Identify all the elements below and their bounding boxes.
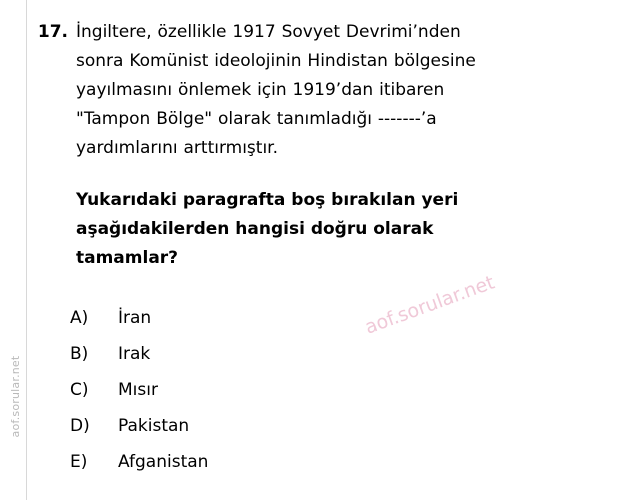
diagonal-watermark: aof.sorular.net — [362, 271, 498, 339]
prompt-line: aşağıdakilerden hangisi doğru olarak — [76, 219, 434, 239]
option-label: Irak — [118, 344, 151, 364]
option-letter: B) — [70, 344, 89, 364]
question-prompt — [76, 186, 616, 273]
answer-options — [70, 300, 590, 480]
vertical-watermark: aof.sorular.net — [9, 355, 22, 438]
question-number: 17. — [37, 22, 68, 42]
prompt-line: Yukarıdaki paragrafta boş bırakılan yeri — [76, 190, 459, 210]
question-line: İngiltere, özellikle 1917 Sovyet Devrimi’nden — [76, 22, 461, 42]
option-label: Pakistan — [118, 416, 190, 436]
option-c[interactable] — [70, 372, 590, 408]
question-block — [26, 18, 626, 163]
option-letter: E) — [70, 452, 88, 472]
question-text — [76, 18, 616, 163]
option-d[interactable] — [70, 408, 590, 444]
question-line: "Tampon Bölge" olarak tanımladığı -------’a — [76, 109, 437, 129]
question-line: sonra Komünist ideolojinin Hindistan bölgesine — [76, 51, 476, 71]
option-b[interactable] — [70, 336, 590, 372]
question-line: yayılmasını önlemek için 1919’dan itibaren — [76, 80, 445, 100]
option-letter: A) — [70, 308, 89, 328]
option-label: Afganistan — [118, 452, 209, 472]
page-content — [26, 0, 641, 500]
option-a[interactable] — [70, 300, 590, 336]
prompt-line: tamamlar? — [76, 248, 179, 268]
option-label: Mısır — [118, 380, 158, 400]
option-label: İran — [118, 308, 152, 328]
option-letter: D) — [70, 416, 90, 436]
option-e[interactable] — [70, 444, 590, 480]
left-gutter — [0, 0, 27, 500]
option-letter: C) — [70, 380, 89, 400]
question-line: yardımlarını arttırmıştır. — [76, 138, 279, 158]
